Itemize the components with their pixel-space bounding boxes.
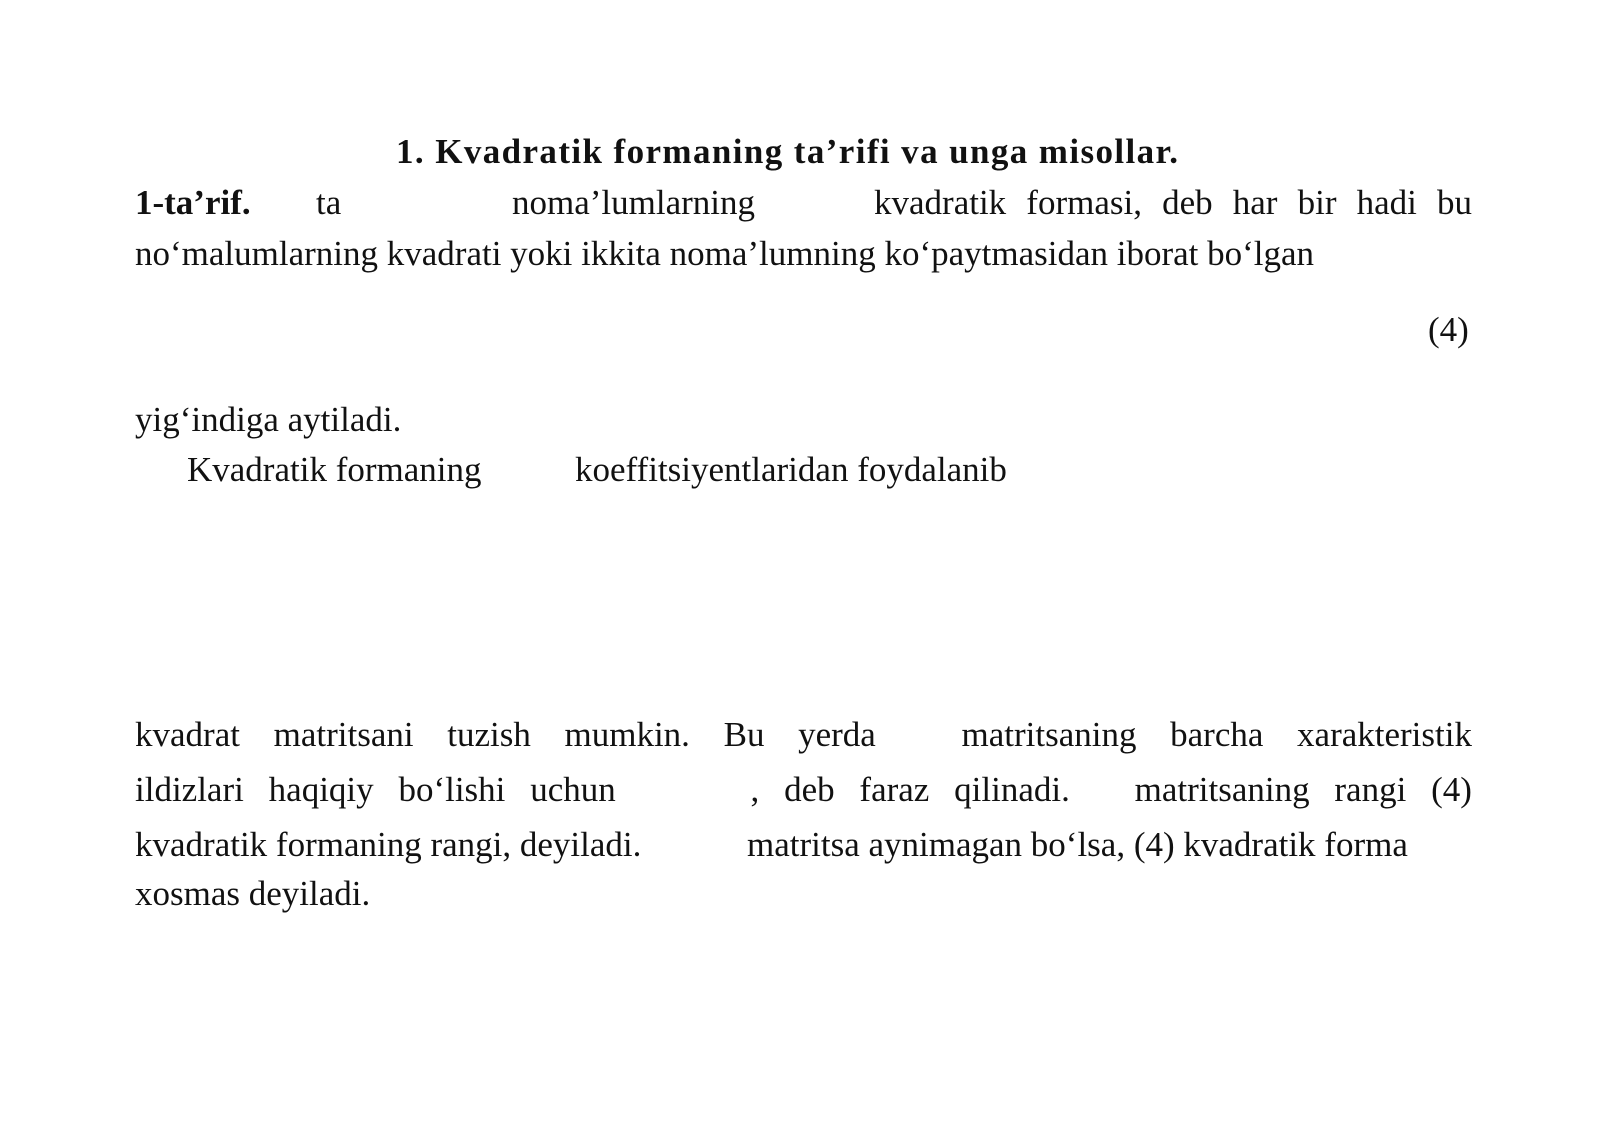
section-title: 1. Kvadratik formaning ta’rifi va unga misollar. [396, 132, 1180, 171]
word: matritsaning [1134, 770, 1310, 809]
paragraph-line-3-left: kvadratik formaning rangi, deyiladi. [135, 825, 642, 864]
word: qilinadi. [954, 770, 1070, 809]
word: (4) [1431, 770, 1472, 809]
word: kvadrat [135, 715, 240, 754]
equation-number: (4) [1428, 310, 1469, 349]
word: bo‘lishi [398, 770, 506, 809]
word: matritsani [273, 715, 414, 754]
paragraph-line-1 [135, 717, 1472, 752]
definition-label: 1-ta’rif. [135, 183, 251, 222]
matrix-intro-start: Kvadratik formaning [187, 450, 482, 489]
sum-line: yig‘indiga aytiladi. [135, 400, 402, 439]
word: barcha [1170, 715, 1264, 754]
word: Bu [723, 715, 765, 754]
paragraph-line-4: xosmas deyiladi. [135, 874, 371, 913]
word: matritsaning [961, 715, 1137, 754]
definition-word-ta: ta [316, 183, 342, 222]
word: faraz [859, 770, 930, 809]
word: mumkin. [564, 715, 690, 754]
paragraph-line-2 [135, 772, 1472, 807]
paragraph-line-3-right: matritsa aynimagan bo‘lsa, (4) kvadratik forma [747, 825, 1408, 864]
word: uchun [530, 770, 616, 809]
word: haqiqiy [268, 770, 374, 809]
matrix-intro-end: koeffitsiyentlaridan foydalanib [575, 450, 1007, 489]
definition-line-2: no‘malumlarning kvadrati yoki ikkita noma’lumning ko‘paytmasidan iborat bo‘lgan [135, 234, 1315, 273]
word: deb [784, 770, 835, 809]
word: rangi [1334, 770, 1407, 809]
word: ildizlari [135, 770, 244, 809]
word: tuzish [447, 715, 531, 754]
word: xarakteristik [1297, 715, 1472, 754]
definition-word-unknowns: noma’lumlarning [512, 183, 756, 222]
word: yerda [798, 715, 876, 754]
definition-text-rest: kvadratik formasi, deb har bir hadi bu [874, 183, 1472, 222]
word: , [750, 770, 760, 809]
